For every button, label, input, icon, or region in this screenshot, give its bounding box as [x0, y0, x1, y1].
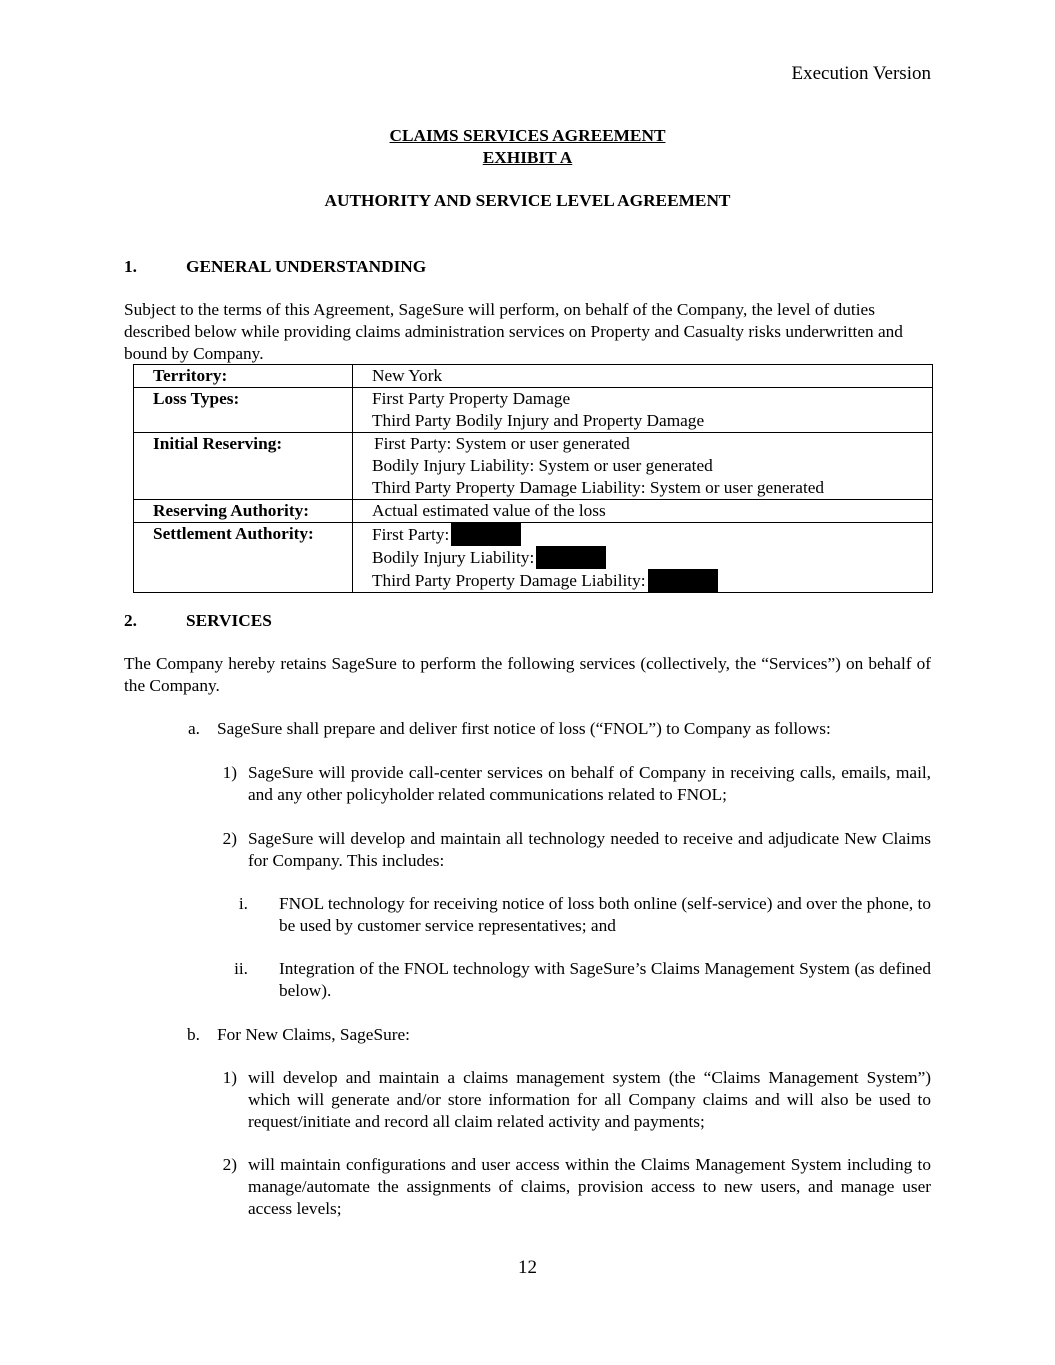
row-label: Territory:	[134, 365, 353, 388]
row-values	[353, 433, 933, 500]
row-label: Loss Types:	[134, 388, 353, 433]
authority-table	[133, 364, 933, 593]
table-row	[134, 500, 933, 523]
section-1-intro: Subject to the terms of this Agreement, SageSure will perform, on behalf of the Company, the level of duties described below while providing claims administration services on Property and Casualty risks underwritten and bound by Company.	[124, 300, 903, 363]
document-subtitle: AUTHORITY AND SERVICE LEVEL AGREEMENT	[324, 191, 731, 210]
page-number: 12	[518, 1257, 537, 1278]
list-text: For New Claims, SageSure:	[217, 1025, 410, 1044]
section-1-heading	[124, 256, 426, 278]
redaction-block	[451, 523, 521, 546]
section-2-intro: The Company hereby retains SageSure to perform the following services (collectively, the “Services”) on behalf of the Company.	[124, 654, 931, 695]
table-row	[134, 523, 933, 593]
exhibit-label: EXHIBIT A	[482, 148, 573, 167]
list-text: SageSure shall prepare and deliver first notice of loss (“FNOL”) to Company as follows:	[217, 719, 831, 738]
list-marker: 1)	[222, 763, 237, 782]
row-value: Actual estimated value of the loss	[372, 501, 606, 520]
row-values	[353, 388, 933, 433]
list-text: will develop and maintain a claims management system (the “Claims Management System”) which will generate and/or store information for all Company claims and will also be used to request/initiate and record all claim related activity and payments;	[248, 1068, 931, 1131]
row-values	[353, 523, 933, 593]
section-1-number: 1.	[124, 257, 137, 276]
list-text: SageSure will develop and maintain all technology needed to receive and adjudicate New Claims for Company. This includes:	[248, 829, 931, 870]
section-1-title: GENERAL UNDERSTANDING	[186, 257, 427, 276]
row-value	[372, 523, 932, 546]
row-label: Settlement Authority:	[134, 523, 353, 593]
redaction-block	[648, 569, 718, 592]
row-label: Initial Reserving:	[134, 433, 353, 500]
row-value: Bodily Injury Liability: System or user generated	[372, 456, 713, 475]
execution-version-label: Execution Version	[791, 63, 931, 84]
row-value-text: Bodily Injury Liability:	[372, 548, 535, 567]
table-row	[134, 388, 933, 433]
row-value-text: Third Party Property Damage Liability:	[372, 571, 646, 590]
row-value: First Party Property Damage	[372, 389, 571, 408]
list-marker: 2)	[222, 1155, 237, 1174]
list-marker: a.	[188, 719, 200, 738]
document-title: CLAIMS SERVICES AGREEMENT	[389, 126, 666, 145]
table-row	[134, 365, 933, 388]
row-value: New York	[372, 366, 443, 385]
section-2-number: 2.	[124, 611, 137, 630]
row-value	[372, 546, 932, 569]
redaction-block	[536, 546, 606, 569]
list-marker: b.	[187, 1025, 200, 1044]
list-text: will maintain configurations and user access within the Claims Management System including to manage/automate the assignments of claims, provision access to new users, and manage user access levels;	[248, 1155, 931, 1218]
row-value: Third Party Bodily Injury and Property Damage	[372, 411, 705, 430]
section-2-heading	[124, 610, 272, 632]
row-values	[353, 365, 933, 388]
row-label: Reserving Authority:	[134, 500, 353, 523]
row-value	[372, 569, 932, 592]
list-marker: 2)	[222, 829, 237, 848]
list-text: SageSure will provide call-center services on behalf of Company in receiving calls, emails, mail, and any other policyholder related communications related to FNOL;	[248, 763, 931, 804]
row-value-text: First Party:	[372, 525, 450, 544]
list-marker: ii.	[234, 959, 248, 978]
list-text: Integration of the FNOL technology with SageSure’s Claims Management System (as defined below).	[279, 959, 931, 1000]
row-value: First Party: System or user generated	[374, 434, 630, 453]
table-row	[134, 433, 933, 500]
list-marker: i.	[238, 894, 248, 913]
row-values	[353, 500, 933, 523]
row-value: Third Party Property Damage Liability: System or user generated	[372, 478, 825, 497]
section-2-title: SERVICES	[186, 611, 272, 630]
list-text: FNOL technology for receiving notice of loss both online (self-service) and over the phone, to be used by customer service representatives; and	[279, 894, 931, 935]
list-marker: 1)	[222, 1068, 237, 1087]
